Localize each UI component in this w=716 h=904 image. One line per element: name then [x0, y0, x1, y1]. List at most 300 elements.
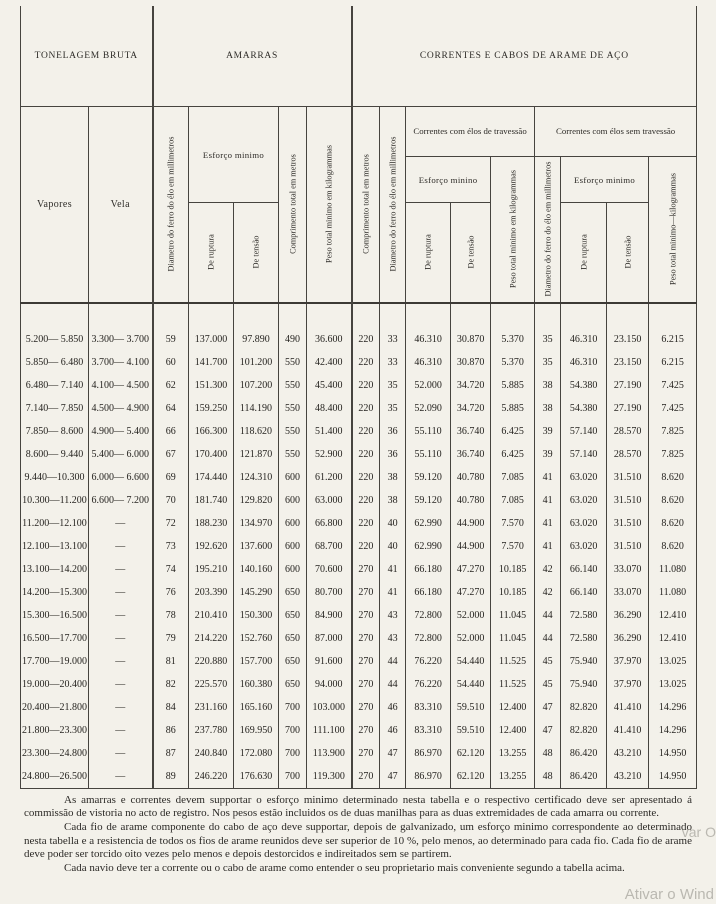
table-cell: 12.100—13.100 — [21, 535, 89, 558]
table-cell: 47 — [380, 765, 406, 789]
table-cell: 52.090 — [406, 397, 451, 420]
col-header-esforco-minino-com: Esforço minino — [406, 157, 491, 203]
col-header-comprimento-amarras — [279, 107, 307, 303]
table-cell: 33 — [380, 303, 406, 351]
table-cell: 7.850— 8.600 — [21, 420, 89, 443]
table-cell: 111.100 — [307, 719, 352, 742]
table-cell: 42 — [535, 581, 561, 604]
table-cell: 86.420 — [561, 742, 607, 765]
table-cell: 6.480— 7.140 — [21, 374, 89, 397]
table-cell: 35 — [535, 351, 561, 374]
table-row — [21, 374, 697, 397]
table-cell: 270 — [352, 581, 380, 604]
table-cell: 151.300 — [189, 374, 234, 397]
table-cell: 52.000 — [406, 374, 451, 397]
table-cell: 700 — [279, 719, 307, 742]
table-cell: 63.020 — [561, 535, 607, 558]
table-cell: 8.620 — [649, 489, 697, 512]
table-cell: 31.510 — [607, 466, 649, 489]
table-cell: 270 — [352, 673, 380, 696]
table-cell: 220 — [352, 351, 380, 374]
table-cell: 41.410 — [607, 719, 649, 742]
col-header-label: Comprimento total em metros — [361, 154, 371, 255]
table-cell: 203.390 — [189, 581, 234, 604]
table-cell: 84.900 — [307, 604, 352, 627]
table-cell: 63.020 — [561, 466, 607, 489]
table-body — [21, 303, 697, 789]
table-cell: 38 — [380, 489, 406, 512]
col-header-tensao-com — [451, 203, 491, 303]
table-cell: 89 — [153, 765, 189, 789]
table-cell: 83.310 — [406, 719, 451, 742]
table-cell: 150.300 — [234, 604, 279, 627]
table-cell: 75.940 — [561, 673, 607, 696]
table-row — [21, 650, 697, 673]
table-cell: 59.510 — [451, 696, 491, 719]
table-cell: 38 — [535, 374, 561, 397]
table-cell: 23.300—24.800 — [21, 742, 89, 765]
table-cell: 46 — [380, 696, 406, 719]
table-cell: 74 — [153, 558, 189, 581]
table-cell: 9.440—10.300 — [21, 466, 89, 489]
table-cell: 12.400 — [491, 719, 535, 742]
table-cell: 33.070 — [607, 558, 649, 581]
table-cell: 38 — [535, 397, 561, 420]
table-cell: 54.380 — [561, 374, 607, 397]
table-cell: 13.100—14.200 — [21, 558, 89, 581]
table-cell: 114.190 — [234, 397, 279, 420]
table-cell: 66.180 — [406, 581, 451, 604]
col-header-label: Diametro do ferro do élo em millimetros — [542, 161, 552, 297]
col-header-label: De tensão — [465, 235, 475, 269]
table-cell: — — [89, 742, 153, 765]
table-cell: 76 — [153, 581, 189, 604]
table-row — [21, 604, 697, 627]
col-header-ruptura-amarras — [189, 203, 234, 303]
table-cell: 41.410 — [607, 696, 649, 719]
watermark-fragment: var O — [681, 824, 716, 840]
table-row — [21, 512, 697, 535]
table-row — [21, 558, 697, 581]
table-cell: 34.720 — [451, 397, 491, 420]
table-cell: 41 — [535, 535, 561, 558]
table-cell: 23.150 — [607, 351, 649, 374]
table-cell: 118.620 — [234, 420, 279, 443]
table-cell: 47.270 — [451, 581, 491, 604]
table-cell: 44.900 — [451, 512, 491, 535]
table-cell: 220.880 — [189, 650, 234, 673]
table-cell: 8.600— 9.440 — [21, 443, 89, 466]
table-cell: 51.400 — [307, 420, 352, 443]
table-cell: 6.600— 7.200 — [89, 489, 153, 512]
table-cell: 36.290 — [607, 627, 649, 650]
table-cell: 40.780 — [451, 466, 491, 489]
table-cell: 11.080 — [649, 558, 697, 581]
table-cell: 47.270 — [451, 558, 491, 581]
table-cell: 62.990 — [406, 535, 451, 558]
col-header-diam-elo-correntes — [380, 107, 406, 303]
table-cell: 28.570 — [607, 420, 649, 443]
table-cell: 63.000 — [307, 489, 352, 512]
table-cell: 47 — [380, 742, 406, 765]
table-cell: — — [89, 627, 153, 650]
table-cell: — — [89, 535, 153, 558]
table-row — [21, 489, 697, 512]
table-cell: 7.570 — [491, 512, 535, 535]
table-cell: 87.000 — [307, 627, 352, 650]
table-cell: 10.185 — [491, 558, 535, 581]
table-cell: 72 — [153, 512, 189, 535]
table-cell: 214.220 — [189, 627, 234, 650]
table-cell: 137.600 — [234, 535, 279, 558]
table-cell: 79 — [153, 627, 189, 650]
table-cell: 7.825 — [649, 420, 697, 443]
table-cell: 159.250 — [189, 397, 234, 420]
table-cell: 231.160 — [189, 696, 234, 719]
table-cell: 63.020 — [561, 512, 607, 535]
table-row — [21, 696, 697, 719]
table-cell: 12.410 — [649, 604, 697, 627]
table-cell: 157.700 — [234, 650, 279, 673]
table-cell: 83.310 — [406, 696, 451, 719]
table-cell: 14.296 — [649, 719, 697, 742]
table-cell: 41 — [380, 581, 406, 604]
table-cell: 7.825 — [649, 443, 697, 466]
table-cell: 220 — [352, 443, 380, 466]
table-cell: 33 — [380, 351, 406, 374]
table-cell: 650 — [279, 627, 307, 650]
table-row — [21, 466, 697, 489]
col-header-tensao-amarras — [234, 203, 279, 303]
table-cell: 43.210 — [607, 742, 649, 765]
table-cell: 237.780 — [189, 719, 234, 742]
tonnage-chains-table — [20, 6, 697, 789]
table-cell: 124.310 — [234, 466, 279, 489]
table-cell: 4.100— 4.500 — [89, 374, 153, 397]
table-cell: 76.220 — [406, 673, 451, 696]
table-cell: 54.440 — [451, 673, 491, 696]
table-cell: 59.120 — [406, 466, 451, 489]
footnote-paragraph: Cada navio deve ter a corrente ou o cabo de arame como entender o seu proprietario mais conveniente segundo a tabella acima. — [64, 862, 625, 875]
table-row — [21, 742, 697, 765]
table-cell: 19.000—20.400 — [21, 673, 89, 696]
table-cell: — — [89, 673, 153, 696]
table-cell: 4.500— 4.900 — [89, 397, 153, 420]
table-cell: 24.800—26.500 — [21, 765, 89, 789]
table-cell: 72.580 — [561, 627, 607, 650]
table-cell: 70 — [153, 489, 189, 512]
table-cell: 6.000— 6.600 — [89, 466, 153, 489]
table-cell: 121.870 — [234, 443, 279, 466]
table-cell: 80.700 — [307, 581, 352, 604]
table-cell: 700 — [279, 765, 307, 789]
table-row — [21, 581, 697, 604]
table-cell: 13.025 — [649, 650, 697, 673]
table-cell: 23.150 — [607, 303, 649, 351]
table-cell: 220 — [352, 397, 380, 420]
table-cell: 46.310 — [406, 351, 451, 374]
table-cell: 68.700 — [307, 535, 352, 558]
table-cell: 11.080 — [649, 581, 697, 604]
table-cell: 48 — [535, 742, 561, 765]
table-cell: 41 — [535, 489, 561, 512]
table-cell: 7.425 — [649, 374, 697, 397]
table-cell: 5.370 — [491, 303, 535, 351]
table-cell: 42 — [535, 558, 561, 581]
table-cell: 54.440 — [451, 650, 491, 673]
table-row — [21, 719, 697, 742]
table-cell: 8.620 — [649, 535, 697, 558]
table-cell: 600 — [279, 558, 307, 581]
table-cell: 44 — [535, 604, 561, 627]
table-cell: 140.160 — [234, 558, 279, 581]
table-cell: 5.400— 6.000 — [89, 443, 153, 466]
table-cell: 600 — [279, 466, 307, 489]
table-cell: 39 — [535, 420, 561, 443]
table-cell: 40 — [380, 512, 406, 535]
table-cell: 84 — [153, 696, 189, 719]
table-cell: 38 — [380, 466, 406, 489]
table-cell: 550 — [279, 420, 307, 443]
table-cell: 650 — [279, 673, 307, 696]
table-cell: — — [89, 765, 153, 789]
table-cell: — — [89, 696, 153, 719]
table-row — [21, 673, 697, 696]
table-cell: — — [89, 719, 153, 742]
table-cell: 270 — [352, 627, 380, 650]
col-header-label: De ruptura — [206, 234, 216, 271]
table-cell: 270 — [352, 604, 380, 627]
table-cell: 55.110 — [406, 443, 451, 466]
table-cell: 220 — [352, 374, 380, 397]
table-cell: 270 — [352, 650, 380, 673]
table-row — [21, 443, 697, 466]
section-header-tonelagem: TONELAGEM BRUTA — [21, 6, 153, 107]
table-header — [21, 6, 697, 303]
col-header-tensao-sem — [607, 203, 649, 303]
table-cell: 41 — [535, 466, 561, 489]
table-cell: 41 — [535, 512, 561, 535]
table-row — [21, 627, 697, 650]
table-cell: 11.045 — [491, 604, 535, 627]
table-cell: 82.820 — [561, 719, 607, 742]
table-cell: — — [89, 650, 153, 673]
table-cell: 129.820 — [234, 489, 279, 512]
table-cell: 46.310 — [406, 303, 451, 351]
table-cell: 66.140 — [561, 558, 607, 581]
table-cell: 61.200 — [307, 466, 352, 489]
table-cell: 12.410 — [649, 627, 697, 650]
table-cell: 59 — [153, 303, 189, 351]
table-cell: 67 — [153, 443, 189, 466]
table-cell: 40 — [380, 535, 406, 558]
col-header-label: Diametro do ferro do élo em millimetros — [387, 136, 397, 272]
table-cell: 600 — [279, 489, 307, 512]
table-cell: 170.400 — [189, 443, 234, 466]
col-header-label: De tensão — [251, 235, 261, 269]
table-cell: 72.800 — [406, 627, 451, 650]
table-cell: 270 — [352, 719, 380, 742]
table-cell: 82 — [153, 673, 189, 696]
table-cell: 36 — [380, 420, 406, 443]
table-cell: 13.255 — [491, 742, 535, 765]
table-cell: 36.290 — [607, 604, 649, 627]
table-cell: 31.510 — [607, 489, 649, 512]
table-cell: 52.000 — [451, 604, 491, 627]
table-cell: 39 — [535, 443, 561, 466]
table-cell: 62.120 — [451, 765, 491, 789]
table-cell: 13.255 — [491, 765, 535, 789]
table-cell: 41 — [380, 558, 406, 581]
table-cell: 181.740 — [189, 489, 234, 512]
table-cell: 57.140 — [561, 443, 607, 466]
table-row — [21, 351, 697, 374]
table-cell: 20.400—21.800 — [21, 696, 89, 719]
table-cell: 46.310 — [561, 351, 607, 374]
col-header-diam-elo-sem — [535, 157, 561, 303]
table-cell: 176.630 — [234, 765, 279, 789]
table-cell: 27.190 — [607, 374, 649, 397]
col-header-label: De ruptura — [578, 234, 588, 271]
table-cell: 14.200—15.300 — [21, 581, 89, 604]
table-cell: 550 — [279, 397, 307, 420]
table-cell: 55.110 — [406, 420, 451, 443]
table-cell: 36 — [380, 443, 406, 466]
table-cell: 48 — [535, 765, 561, 789]
table-cell: 188.230 — [189, 512, 234, 535]
table-cell: 52.000 — [451, 627, 491, 650]
table-cell: 33.070 — [607, 581, 649, 604]
table-cell: 62.990 — [406, 512, 451, 535]
table-row — [21, 535, 697, 558]
table-cell: 43 — [380, 627, 406, 650]
table-cell: 54.380 — [561, 397, 607, 420]
table-cell: 210.410 — [189, 604, 234, 627]
table-cell: 220 — [352, 535, 380, 558]
table-cell: 64 — [153, 397, 189, 420]
table-cell: 5.885 — [491, 397, 535, 420]
table-cell: 6.215 — [649, 351, 697, 374]
table-cell: 59.510 — [451, 719, 491, 742]
table-cell: 86.420 — [561, 765, 607, 789]
table-cell: 490 — [279, 303, 307, 351]
table-cell: 220 — [352, 303, 380, 351]
table-cell: 46 — [380, 719, 406, 742]
table-cell: 220 — [352, 489, 380, 512]
table-cell: 45.400 — [307, 374, 352, 397]
table-cell: 63.020 — [561, 489, 607, 512]
col-header-esforco-minimo-sem: Esforço minimo — [561, 157, 649, 203]
col-header-label: Peso total minimo em kilogrammas — [324, 145, 334, 264]
table-cell: 81 — [153, 650, 189, 673]
table-cell: 73 — [153, 535, 189, 558]
table-cell: 60 — [153, 351, 189, 374]
table-cell: 137.000 — [189, 303, 234, 351]
col-header-label: Diametro do ferro do élo em millimetros — [166, 136, 175, 272]
table-cell: 66.800 — [307, 512, 352, 535]
table-cell: 76.220 — [406, 650, 451, 673]
table-cell: 270 — [352, 765, 380, 789]
table-cell: — — [89, 558, 153, 581]
table-cell: 14.950 — [649, 742, 697, 765]
table-cell: 107.200 — [234, 374, 279, 397]
table-cell: 70.600 — [307, 558, 352, 581]
table-cell: 30.870 — [451, 303, 491, 351]
col-header-vela: Vela — [89, 107, 153, 303]
table-cell: 48.400 — [307, 397, 352, 420]
table-cell: 78 — [153, 604, 189, 627]
table-cell: 91.600 — [307, 650, 352, 673]
table-cell: 10.185 — [491, 581, 535, 604]
table-cell: 35 — [380, 374, 406, 397]
table-cell: 174.440 — [189, 466, 234, 489]
table-cell: 66 — [153, 420, 189, 443]
table-cell: 44 — [380, 673, 406, 696]
table-cell: 11.200—12.100 — [21, 512, 89, 535]
activate-windows-watermark: Ativar o Wind — [624, 886, 714, 903]
table-cell: 44.900 — [451, 535, 491, 558]
col-header-vapores: Vapores — [21, 107, 89, 303]
table-cell: 119.300 — [307, 765, 352, 789]
col-header-label: De ruptura — [423, 234, 433, 271]
table-row — [21, 303, 697, 351]
table-cell: 17.700—19.000 — [21, 650, 89, 673]
table-cell: 103.000 — [307, 696, 352, 719]
table-cell: 42.400 — [307, 351, 352, 374]
table-cell: 45 — [535, 650, 561, 673]
table-cell: 225.570 — [189, 673, 234, 696]
table-row — [21, 397, 697, 420]
table-cell: 52.900 — [307, 443, 352, 466]
table-cell: 8.620 — [649, 512, 697, 535]
table-cell: 220 — [352, 466, 380, 489]
table-cell: 27.190 — [607, 397, 649, 420]
table-cell: 43 — [380, 604, 406, 627]
table-cell: 28.570 — [607, 443, 649, 466]
table-cell: 86 — [153, 719, 189, 742]
col-header-ruptura-sem — [561, 203, 607, 303]
col-header-peso-com — [491, 157, 535, 303]
table-cell: 220 — [352, 420, 380, 443]
table-cell: 166.300 — [189, 420, 234, 443]
table-cell: 101.200 — [234, 351, 279, 374]
table-cell: 46.310 — [561, 303, 607, 351]
table-cell: 62 — [153, 374, 189, 397]
table-cell: 66.140 — [561, 581, 607, 604]
table-cell: 600 — [279, 512, 307, 535]
table-cell: 21.800—23.300 — [21, 719, 89, 742]
table-cell: 169.950 — [234, 719, 279, 742]
table-cell: 6.215 — [649, 303, 697, 351]
group-header-correntes-com-travessao: Correntes com élos de travessão — [406, 107, 535, 157]
table-cell: 36.740 — [451, 443, 491, 466]
footnotes — [24, 794, 692, 876]
table-cell: 45 — [535, 673, 561, 696]
table-cell: 72.580 — [561, 604, 607, 627]
table-row — [21, 420, 697, 443]
table-cell: 550 — [279, 443, 307, 466]
table-cell: 59.120 — [406, 489, 451, 512]
table-cell: 650 — [279, 650, 307, 673]
table-cell: 47 — [535, 696, 561, 719]
table-cell: 270 — [352, 558, 380, 581]
col-header-label: Peso total minimo—kilogrammas — [667, 173, 677, 286]
table-cell: 4.900— 5.400 — [89, 420, 153, 443]
table-cell: 31.510 — [607, 512, 649, 535]
table-cell: 165.160 — [234, 696, 279, 719]
table-cell: 650 — [279, 604, 307, 627]
table-cell: 152.760 — [234, 627, 279, 650]
